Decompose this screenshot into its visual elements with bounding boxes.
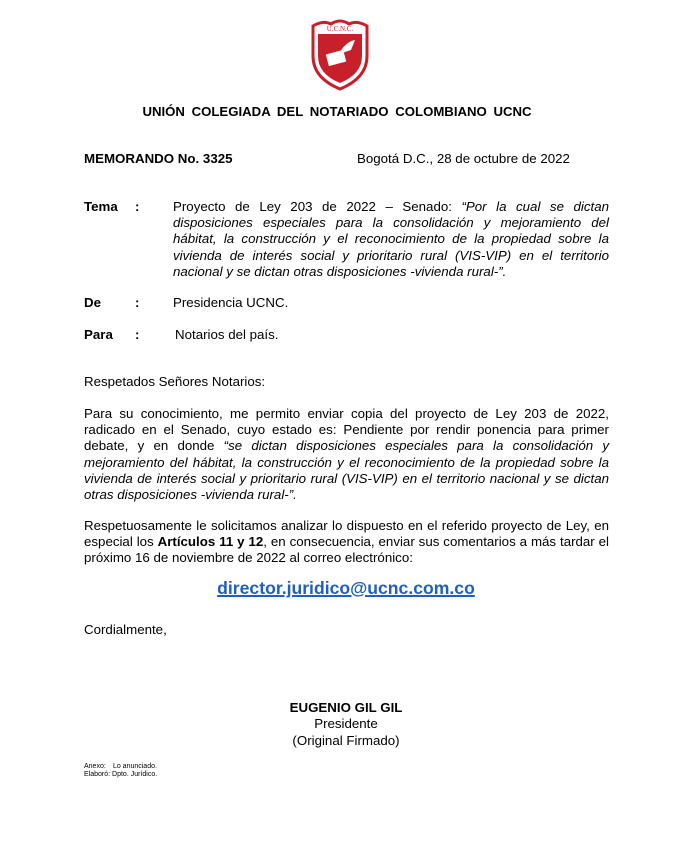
para-colon: : — [135, 327, 140, 342]
signature-block — [246, 700, 446, 749]
tema-colon: : — [135, 199, 140, 214]
tema-italic: “Por la cual se dictan disposiciones especiales para la consolidación y mejoramiento del hábitat, la construcción y el reconocimiento de la propiedad sobre la vivienda de interés social y prioritario rural (VIS-VIP) en el territorio nacional y se dictan otras disposiciones -vivienda rural-”. — [173, 199, 609, 279]
body-paragraph-1 — [84, 406, 609, 503]
p2-bold: Artículos 11 y 12 — [157, 534, 264, 550]
logo-text: U.C.N.C. — [326, 25, 354, 33]
elaboro-value: Dpto. Jurídico. — [112, 771, 158, 779]
memo-number: MEMORANDO No. 3325 — [84, 151, 233, 166]
organization-title: UNIÓN COLEGIADA DEL NOTARIADO COLOMBIANO UCNC — [142, 104, 532, 119]
tema-label: Tema — [84, 199, 118, 214]
signature-note: (Original Firmado) — [292, 732, 400, 748]
p2-before: Respetuosamente le solicitamos analizar lo dispuesto en el referido proyecto de Ley, en especial los — [84, 518, 609, 550]
p1-plain: Para su conocimiento, me permito enviar copia del proyecto de Ley 203 de 2022, radicado en el Senado, cuyo estado es: Pendiente por rendir ponencia para primer debate, y en donde — [84, 406, 609, 454]
para-value: Notarios del país. — [175, 327, 279, 342]
elaboro-label: Elaboró: — [84, 771, 111, 779]
memo-date: Bogotá D.C., 28 de octubre de 2022 — [357, 151, 570, 166]
p2-after: , en consecuencia, enviar sus comentarios a más tardar el próximo 16 de noviembre de 2022 al correo electrónico: — [84, 534, 610, 566]
de-colon: : — [135, 295, 140, 310]
tema-plain: Proyecto de Ley 203 de 2022 – Senado: — [173, 199, 462, 214]
annex-block — [84, 763, 157, 779]
signer-title: Presidente — [314, 716, 378, 732]
email-link[interactable]: director.juridico@ucnc.com.co — [217, 578, 475, 598]
anexo-label: Anexo: — [84, 763, 106, 770]
tema-value — [173, 199, 609, 280]
de-label: De — [84, 295, 101, 310]
p1-italic: “se dictan disposiciones especiales para la consolidación y mejoramiento del hábitat, la construcción y el reconocimiento de la propiedad sobre la vivienda de interés social y prioritario rural (VIS-VIP) en el territorio nacional y se dictan otras disposiciones -vivienda rural-”. — [84, 438, 610, 503]
anexo-value: Lo anunciado. — [112, 763, 157, 770]
signer-name: EUGENIO GIL GIL — [289, 700, 403, 715]
body-paragraph-2 — [84, 518, 609, 567]
ucnc-shield-crest-icon — [305, 16, 375, 91]
de-value: Presidencia UCNC. — [173, 295, 289, 310]
closing: Cordialmente, — [84, 622, 167, 637]
greeting: Respetados Señores Notarios: — [84, 374, 266, 389]
para-label: Para — [84, 327, 113, 342]
